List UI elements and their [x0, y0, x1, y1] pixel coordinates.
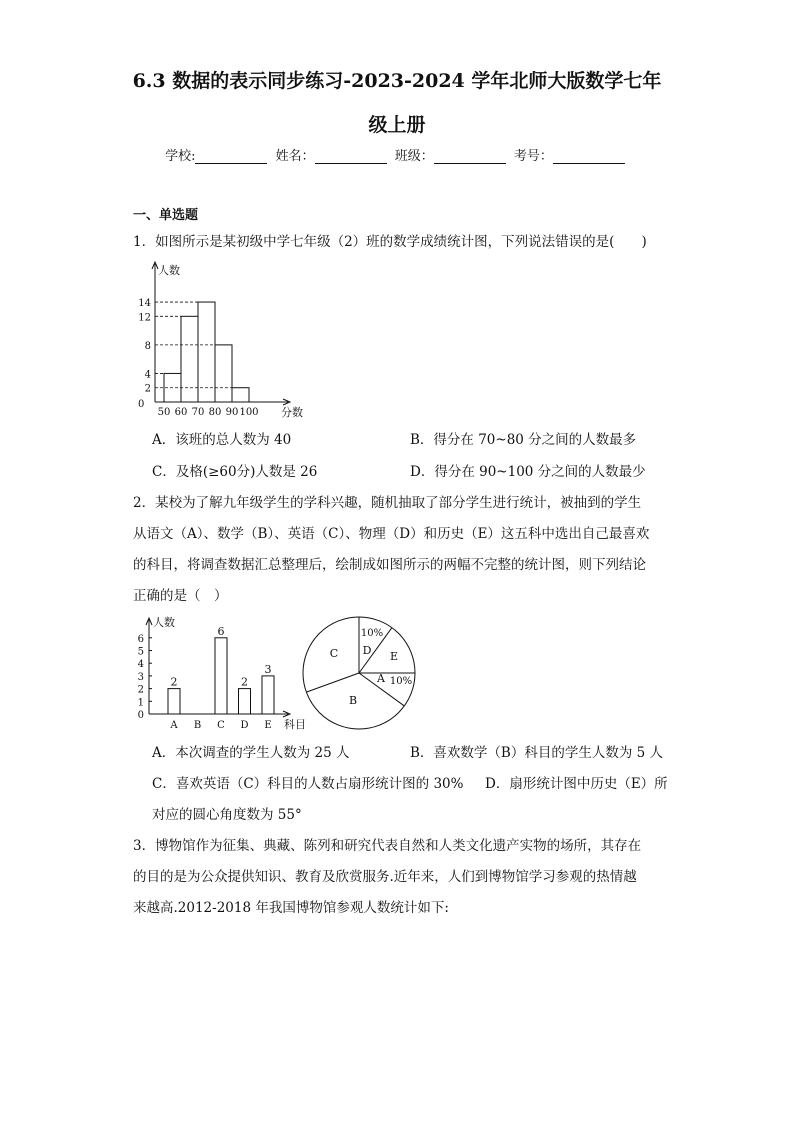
- q2-option-d-line1: D．扇形统计图中历史（E）所: [485, 776, 668, 792]
- bar: [168, 689, 180, 714]
- bar: [215, 638, 227, 714]
- histogram-bar: [198, 302, 215, 402]
- subject-bar-chart: [128, 610, 318, 735]
- histogram-bar: [232, 388, 249, 402]
- q3-line1: 3．博物馆作为征集、典藏、陈列和研究代表自然和人类文化遗产实物的场所，其存在: [133, 838, 642, 854]
- school-field[interactable]: [195, 149, 267, 164]
- q2-stem-line3: 的科目，将调查数据汇总整理后，绘制成如图所示的两幅不完整的统计图，则下列结论: [133, 557, 646, 573]
- q2-option-b: B．喜欢数学（B）科目的学生人数为 5 人: [410, 745, 664, 761]
- q3-line3: 来越高.2012-2018 年我国博物馆参观人数统计如下:: [133, 900, 449, 916]
- q1-option-d: D．得分在 90~100 分之间的人数最少: [410, 464, 646, 480]
- y-tick-label: 2: [144, 383, 151, 395]
- x-tick-label: 90: [225, 407, 239, 418]
- y-tick-label: 3: [137, 671, 144, 683]
- q1-option-b: B．得分在 70~80 分之间的人数最多: [410, 432, 637, 448]
- class-field[interactable]: [434, 149, 506, 164]
- y-axis-label: 人数: [158, 264, 180, 277]
- x-tick-label: C: [217, 720, 225, 731]
- y-tick-label: 12: [138, 312, 151, 324]
- y-tick-label: 6: [137, 633, 144, 645]
- page-title: 6.3 数据的表示同步练习-2023-2024 学年北师大版数学七年: [132, 70, 662, 92]
- x-tick-label: 50: [157, 407, 171, 418]
- x-tick-label: 60: [174, 407, 188, 418]
- y-tick-label: 4: [137, 659, 144, 671]
- q2-option-c: C．喜欢英语（C）科目的人数占扇形统计图的 30%: [152, 776, 464, 792]
- q1-option-a: A．该班的总人数为 40: [152, 432, 292, 448]
- y-tick-label: 2: [137, 684, 144, 696]
- y-tick-label: 5: [137, 646, 144, 658]
- y-tick-label: 8: [144, 340, 151, 352]
- data-label: 3: [264, 662, 272, 676]
- y-tick-label: 14: [138, 298, 151, 310]
- y-axis-label: 人数: [153, 616, 175, 629]
- student-info-line: [0, 145, 794, 164]
- x-tick-label: E: [264, 720, 272, 731]
- y-tick-label: 4: [144, 369, 151, 381]
- q2-stem-line2: 从语文（A）、数学（B）、英语（C）、物理（D）和历史（E）这五科中选出自己最喜欢: [133, 526, 650, 542]
- q2-stem-line4: 正确的是（ ）: [133, 588, 228, 604]
- origin-label: 0: [138, 399, 145, 410]
- pie-label-d: D: [362, 644, 372, 657]
- page-title-line2: 级上册: [368, 114, 426, 136]
- name-label: 姓名：: [275, 149, 315, 164]
- data-label: 6: [217, 624, 225, 638]
- class-label: 班级：: [394, 149, 434, 164]
- q1-stem: 1．如图所示是某初级中学七年级（2）班的数学成绩统计图，下列说法错误的是( ): [133, 234, 647, 250]
- pie-annotation-d: 10%: [360, 628, 384, 639]
- school-label: 学校:: [165, 149, 196, 164]
- x-axis-label: 科目: [284, 718, 306, 731]
- data-label: 2: [170, 675, 178, 689]
- data-label: 2: [241, 675, 248, 689]
- pie-label-b: B: [348, 694, 358, 707]
- pie-label-c: C: [329, 647, 339, 660]
- number-field[interactable]: [553, 149, 625, 164]
- x-tick-label: 80: [208, 407, 222, 418]
- x-tick-label: D: [240, 720, 249, 731]
- pie-label-a: A: [377, 672, 385, 685]
- histogram-bar: [215, 345, 232, 402]
- q2-option-d-line2: 对应的圆心角度数为 55°: [152, 807, 302, 823]
- bar: [239, 689, 251, 714]
- y-tick-label: 1: [137, 697, 144, 709]
- x-axis-label: 分数: [281, 406, 303, 419]
- name-field[interactable]: [315, 149, 387, 164]
- x-tick-label: B: [193, 720, 202, 731]
- subject-pie-chart: [298, 612, 420, 734]
- bar: [262, 676, 274, 714]
- histogram-chart: [128, 258, 318, 423]
- q1-option-c: C．及格(≥60分)人数是 26: [152, 464, 318, 480]
- pie-label-e: E: [389, 650, 399, 663]
- section-heading: 一、单选题: [133, 208, 199, 223]
- q3-line2: 的目的是为公众提供知识、教育及欣赏服务.近年来，人们到博物馆学习参观的热情越: [133, 869, 637, 885]
- number-label: 考号：: [513, 149, 553, 164]
- y-tick-label: 0: [137, 710, 144, 721]
- x-tick-label: 70: [191, 407, 205, 418]
- x-tick-label: 100: [239, 407, 259, 418]
- histogram-bar: [181, 316, 198, 402]
- q2-stem-line1: 2．某校为了解九年级学生的学科兴趣，随机抽取了部分学生进行统计，被抽到的学生: [133, 495, 642, 511]
- q2-option-a: A．本次调查的学生人数为 25 人: [152, 745, 350, 761]
- x-tick-label: A: [170, 720, 178, 731]
- pie-annotation-a: 10%: [389, 676, 413, 687]
